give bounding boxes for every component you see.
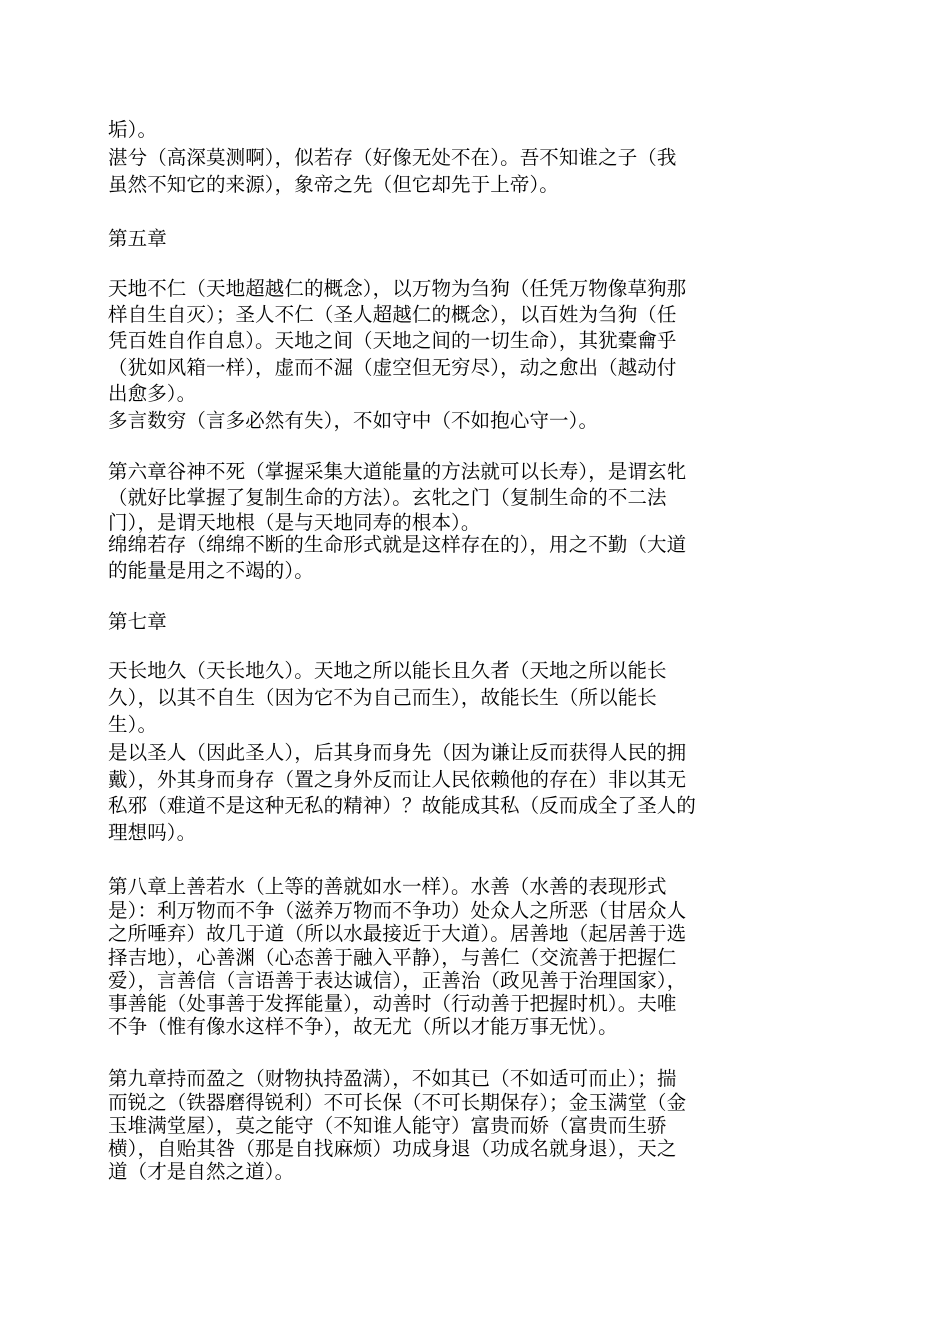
text-line: 天长地久（天长地久）。天地之所以能长且久者（天地之所以能长 [108,659,667,682]
text-line: 虽然不知它的来源），象帝之先（但它却先于上帝）。 [108,173,559,196]
text-line: （犹如风箱一样），虚而不淈（虚空但无穷尽），动之愈出（越动付 [108,356,677,379]
text-line: 的能量是用之不竭的）。 [108,559,314,582]
text-line: 第六章谷神不死（掌握采集大道能量的方法就可以长寿），是谓玄牝 [108,460,687,483]
text-line: 第九章持而盈之（财物执持盈满），不如其已（不如适可而止）；揣 [108,1067,677,1090]
text-line: 多言数穷（言多必然有失），不如守中（不如抱心守一）。 [108,409,599,432]
text-line: （就好比掌握了复制生命的方法）。玄牝之门（复制生命的不二法 [108,486,667,509]
text-line: 而锐之（铁器磨得锐利）不可长保（不可长期保存）；金玉满堂（金 [108,1091,687,1114]
text-line: 出愈多）。 [108,382,197,405]
text-line: 绵绵若存（绵绵不断的生命形式就是这样存在的），用之不勤（大道 [108,533,687,556]
text-line: 凭百姓自作自息）。天地之间（天地之间的一切生命），其犹橐龠乎 [108,329,677,352]
text-line: 湛兮（高深莫测啊），似若存（好像无处不在）。吾不知谁之子（我 [108,146,677,169]
text-line: 门），是谓天地根（是与天地同寿的根本）。 [108,511,481,534]
text-line: 戴），外其身而身存（置之身外反而让人民依赖他的存在）非以其无 [108,768,687,791]
text-line: 垢）。 [108,118,158,141]
text-line: 横），自贻其咎（那是自找麻烦）功成身退（功成名就身退），天之 [108,1137,677,1160]
text-line: 事善能（处事善于发挥能量），动善时（行动善于把握时机）。夫唯 [108,992,677,1015]
text-line: 爱），言善信（言语善于表达诚信），正善治（政见善于治理国家）， [108,969,687,992]
text-line: 玉堆满堂屋），莫之能守（不知谁人能守）富贵而娇（富贵而生骄 [108,1114,667,1137]
text-line: 第八章上善若水（上等的善就如水一样）。水善（水善的表现形式 [108,875,667,898]
chapter-heading: 第五章 [108,227,167,250]
text-line: 是以圣人（因此圣人），后其身而身先（因为谦让反而获得人民的拥 [108,741,687,764]
text-line: 久），以其不自生（因为它不为自己而生），故能长生（所以能长 [108,686,657,709]
text-line: 道（才是自然之道）。 [108,1160,295,1183]
text-line: 之所唾弃）故几于道（所以水最接近于大道）。居善地（起居善于选 [108,922,687,945]
text-line: 天地不仁（天地超越仁的概念），以万物为刍狗（任凭万物像草狗那 [108,277,687,300]
text-line: 理想吗）。 [108,821,197,844]
text-line: 私邪（难道不是这种无私的精神）？故能成其私（反而成全了圣人的 [108,794,697,817]
text-line: 生）。 [108,713,158,736]
text-line: 择吉地），心善渊（心态善于融入平静），与善仁（交流善于把握仁 [108,946,677,969]
chapter-heading: 第七章 [108,610,167,633]
text-line: 样自生自灭）；圣人不仁（圣人超越仁的概念），以百姓为刍狗（任 [108,303,677,326]
text-line: 是）：利万物而不争（滋养万物而不争功）处众人之所恶（甘居众人 [108,899,687,922]
text-line: 不争（惟有像水这样不争），故无尤（所以才能万事无忧）。 [108,1015,618,1038]
